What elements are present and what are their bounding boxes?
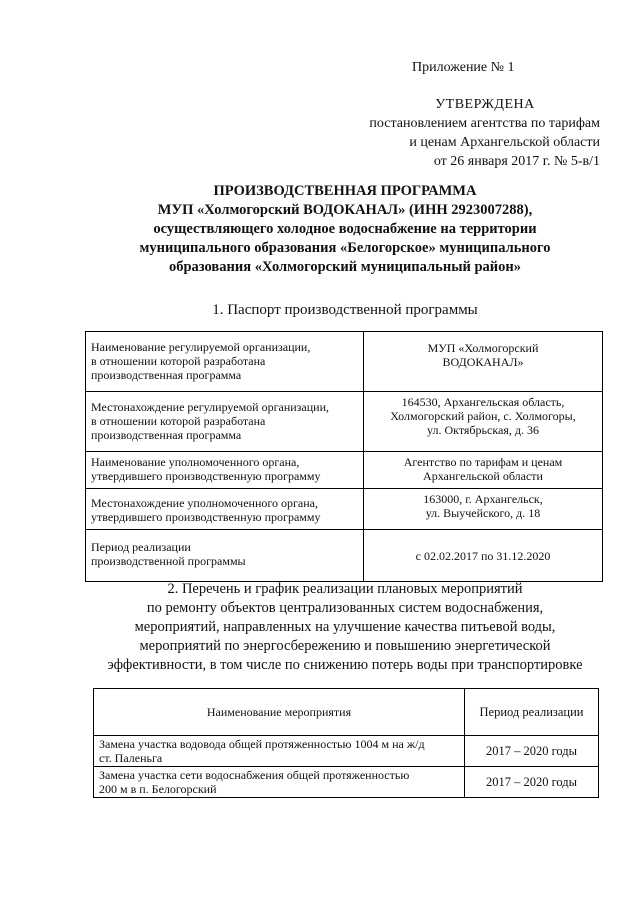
approval-line: от 26 января 2017 г. № 5-в/1	[433, 154, 600, 169]
section1-heading: 1. Паспорт производственной программы	[212, 302, 478, 318]
approval-stamp	[300, 95, 600, 171]
passport-value: с 02.02.2017 по 31.12.2020	[364, 530, 603, 582]
table-row	[94, 736, 599, 767]
table-row	[86, 392, 603, 452]
approved-word: УТВЕРЖДЕНА	[435, 97, 535, 112]
passport-label: Период реализации производственной программы	[86, 530, 364, 582]
title-line: муниципального образования «Белогорское» муниципального	[139, 240, 551, 256]
passport-label: Наименование регулируемой организации, в отношении которой разработана производственная программа	[86, 332, 364, 392]
title-line: МУП «Холмогорский ВОДОКАНАЛ» (ИНН 2923007288),	[157, 202, 533, 218]
passport-value: МУП «Холмогорский ВОДОКАНАЛ»	[364, 332, 603, 392]
table-header-row	[94, 689, 599, 736]
table-row	[86, 332, 603, 392]
measure-name: Замена участка сети водоснабжения общей протяженностью 200 м в п. Белогорский	[94, 767, 465, 798]
measures-table	[93, 688, 599, 798]
passport-label: Наименование уполномоченного органа, утвердившего производственную программу	[86, 452, 364, 489]
passport-value: Агентство по тарифам и ценам Архангельской области	[364, 452, 603, 489]
measure-period: 2017 – 2020 годы	[465, 736, 599, 767]
section2-heading: 2. Перечень и график реализации плановых мероприятий по ремонту объектов централизованных систем водоснабжения, мероприятий, направленных на улучшение качества питьевой воды, мероприятий по энергосбережению и повышению энергетической эффективности, в том числе по снижению потерь воды при транспортировке	[107, 581, 583, 673]
appendix-label: Приложение № 1	[412, 60, 515, 75]
table-row	[94, 767, 599, 798]
column-header-name: Наименование мероприятия	[94, 689, 465, 736]
program-title	[80, 182, 610, 277]
passport-value: 163000, г. Архангельск, ул. Выучейского, д. 18	[364, 489, 603, 530]
passport-label: Местонахождение уполномоченного органа, утвердившего производственную программу	[86, 489, 364, 530]
table-row	[86, 530, 603, 582]
passport-value: 164530, Архангельская область, Холмогорский район, с. Холмогоры, ул. Октябрьская, д. 36	[364, 392, 603, 452]
passport-table	[85, 331, 603, 582]
passport-label: Местонахождение регулируемой организации, в отношении которой разработана производственная программа	[86, 392, 364, 452]
column-header-period: Период реализации	[465, 689, 599, 736]
approval-line: и ценам Архангельской области	[409, 135, 600, 150]
approval-line: постановлением агентства по тарифам	[369, 116, 600, 131]
measure-name: Замена участка водовода общей протяженностью 1004 м на ж/д ст. Паленьга	[94, 736, 465, 767]
title-line: образования «Холмогорский муниципальный район»	[168, 259, 522, 275]
title-line: ПРОИЗВОДСТВЕННАЯ ПРОГРАММА	[213, 183, 477, 199]
table-row	[86, 452, 603, 489]
measure-period: 2017 – 2020 годы	[465, 767, 599, 798]
table-row	[86, 489, 603, 530]
title-line: осуществляющего холодное водоснабжение на территории	[153, 221, 537, 237]
